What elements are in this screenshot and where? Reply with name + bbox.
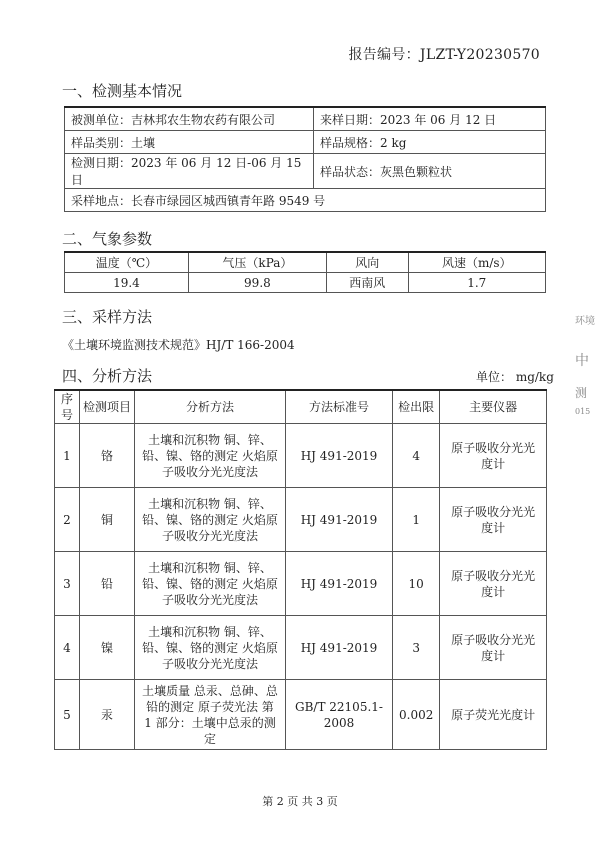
info-cell: 样品状态：灰黑色颗粒状: [314, 154, 546, 189]
table-row: [55, 680, 547, 750]
row-limit: 10: [393, 552, 440, 616]
unit-label: 单位： mg/kg: [476, 370, 554, 384]
row-index: 3: [55, 552, 80, 616]
analysis-method-table: [54, 389, 547, 750]
weather-value: 19.4: [65, 273, 189, 293]
row-standard: HJ 491-2019: [286, 424, 393, 488]
side-mark: 环境: [575, 316, 595, 327]
row-item: 镍: [80, 616, 135, 680]
section-4-title: 四、分析方法: [62, 367, 153, 385]
table-row: [55, 616, 547, 680]
analysis-header: 分析方法: [135, 390, 286, 424]
row-method: 土壤和沉积物 铜、锌、铅、镍、铬的测定 火焰原子吸收分光光度法: [135, 616, 286, 680]
analysis-header: 检出限: [393, 390, 440, 424]
weather-header: 温度（℃）: [65, 252, 189, 273]
basic-info-table: [64, 106, 546, 212]
weather-value: 西南风: [326, 273, 408, 293]
row-limit: 3: [393, 616, 440, 680]
row-instrument: 原子荧光光度计: [440, 680, 547, 750]
page-footer: 第 2 页 共 3 页: [262, 795, 338, 808]
row-instrument: 原子吸收分光光度计: [440, 552, 547, 616]
table-row: [55, 552, 547, 616]
weather-header: 风速（m/s）: [408, 252, 545, 273]
info-cell: 样品规格：2 kg: [314, 131, 546, 154]
row-method: 土壤和沉积物 铜、锌、铅、镍、铬的测定 火焰原子吸收分光光度法: [135, 552, 286, 616]
section-1-title: 一、检测基本情况: [62, 82, 183, 100]
sampling-method-text: 《土壤环境监测技术规范》HJ/T 166-2004: [62, 338, 295, 352]
analysis-header: 检测项目: [80, 390, 135, 424]
side-mark: 中: [575, 353, 589, 369]
sampling-location: 采样地点：长春市绿园区城西镇青年路 9549 号: [65, 189, 546, 212]
side-mark: 测: [575, 386, 588, 400]
row-index: 2: [55, 488, 80, 552]
weather-table: [64, 251, 546, 293]
side-mark: 015: [575, 407, 591, 416]
row-limit: 0.002: [393, 680, 440, 750]
info-cell: 样品类别：土壤: [65, 131, 314, 154]
row-item: 铜: [80, 488, 135, 552]
analysis-header: 主要仪器: [440, 390, 547, 424]
table-row: [55, 424, 547, 488]
weather-header: 风向: [326, 252, 408, 273]
row-standard: GB/T 22105.1-2008: [286, 680, 393, 750]
row-standard: HJ 491-2019: [286, 488, 393, 552]
info-cell: 被测单位：吉林邦农生物农药有限公司: [65, 107, 314, 131]
row-index: 5: [55, 680, 80, 750]
section-3-title: 三、采样方法: [62, 308, 153, 326]
weather-value: 99.8: [188, 273, 326, 293]
row-instrument: 原子吸收分光光度计: [440, 488, 547, 552]
row-item: 铅: [80, 552, 135, 616]
table-row: [55, 488, 547, 552]
info-cell: 检测日期：2023 年 06 月 12 日-06 月 15 日: [65, 154, 314, 189]
row-method: 土壤和沉积物 铜、锌、铅、镍、铬的测定 火焰原子吸收分光光度法: [135, 424, 286, 488]
row-item: 铬: [80, 424, 135, 488]
info-cell: 来样日期：2023 年 06 月 12 日: [314, 107, 546, 131]
row-standard: HJ 491-2019: [286, 616, 393, 680]
analysis-header: 方法标准号: [286, 390, 393, 424]
section-2-title: 二、气象参数: [62, 230, 153, 248]
row-limit: 4: [393, 424, 440, 488]
weather-header: 气压（kPa）: [188, 252, 326, 273]
row-instrument: 原子吸收分光光度计: [440, 616, 547, 680]
row-method: 土壤质量 总汞、总砷、总铅的测定 原子荧光法 第 1 部分：土壤中总汞的测定: [135, 680, 286, 750]
row-item: 汞: [80, 680, 135, 750]
report-number: 报告编号：JLZT-Y20230570: [348, 47, 540, 63]
row-instrument: 原子吸收分光光度计: [440, 424, 547, 488]
row-index: 4: [55, 616, 80, 680]
row-standard: HJ 491-2019: [286, 552, 393, 616]
weather-value: 1.7: [408, 273, 545, 293]
row-method: 土壤和沉积物 铜、锌、铅、镍、铬的测定 火焰原子吸收分光光度法: [135, 488, 286, 552]
row-limit: 1: [393, 488, 440, 552]
analysis-header: 序号: [55, 390, 80, 424]
row-index: 1: [55, 424, 80, 488]
